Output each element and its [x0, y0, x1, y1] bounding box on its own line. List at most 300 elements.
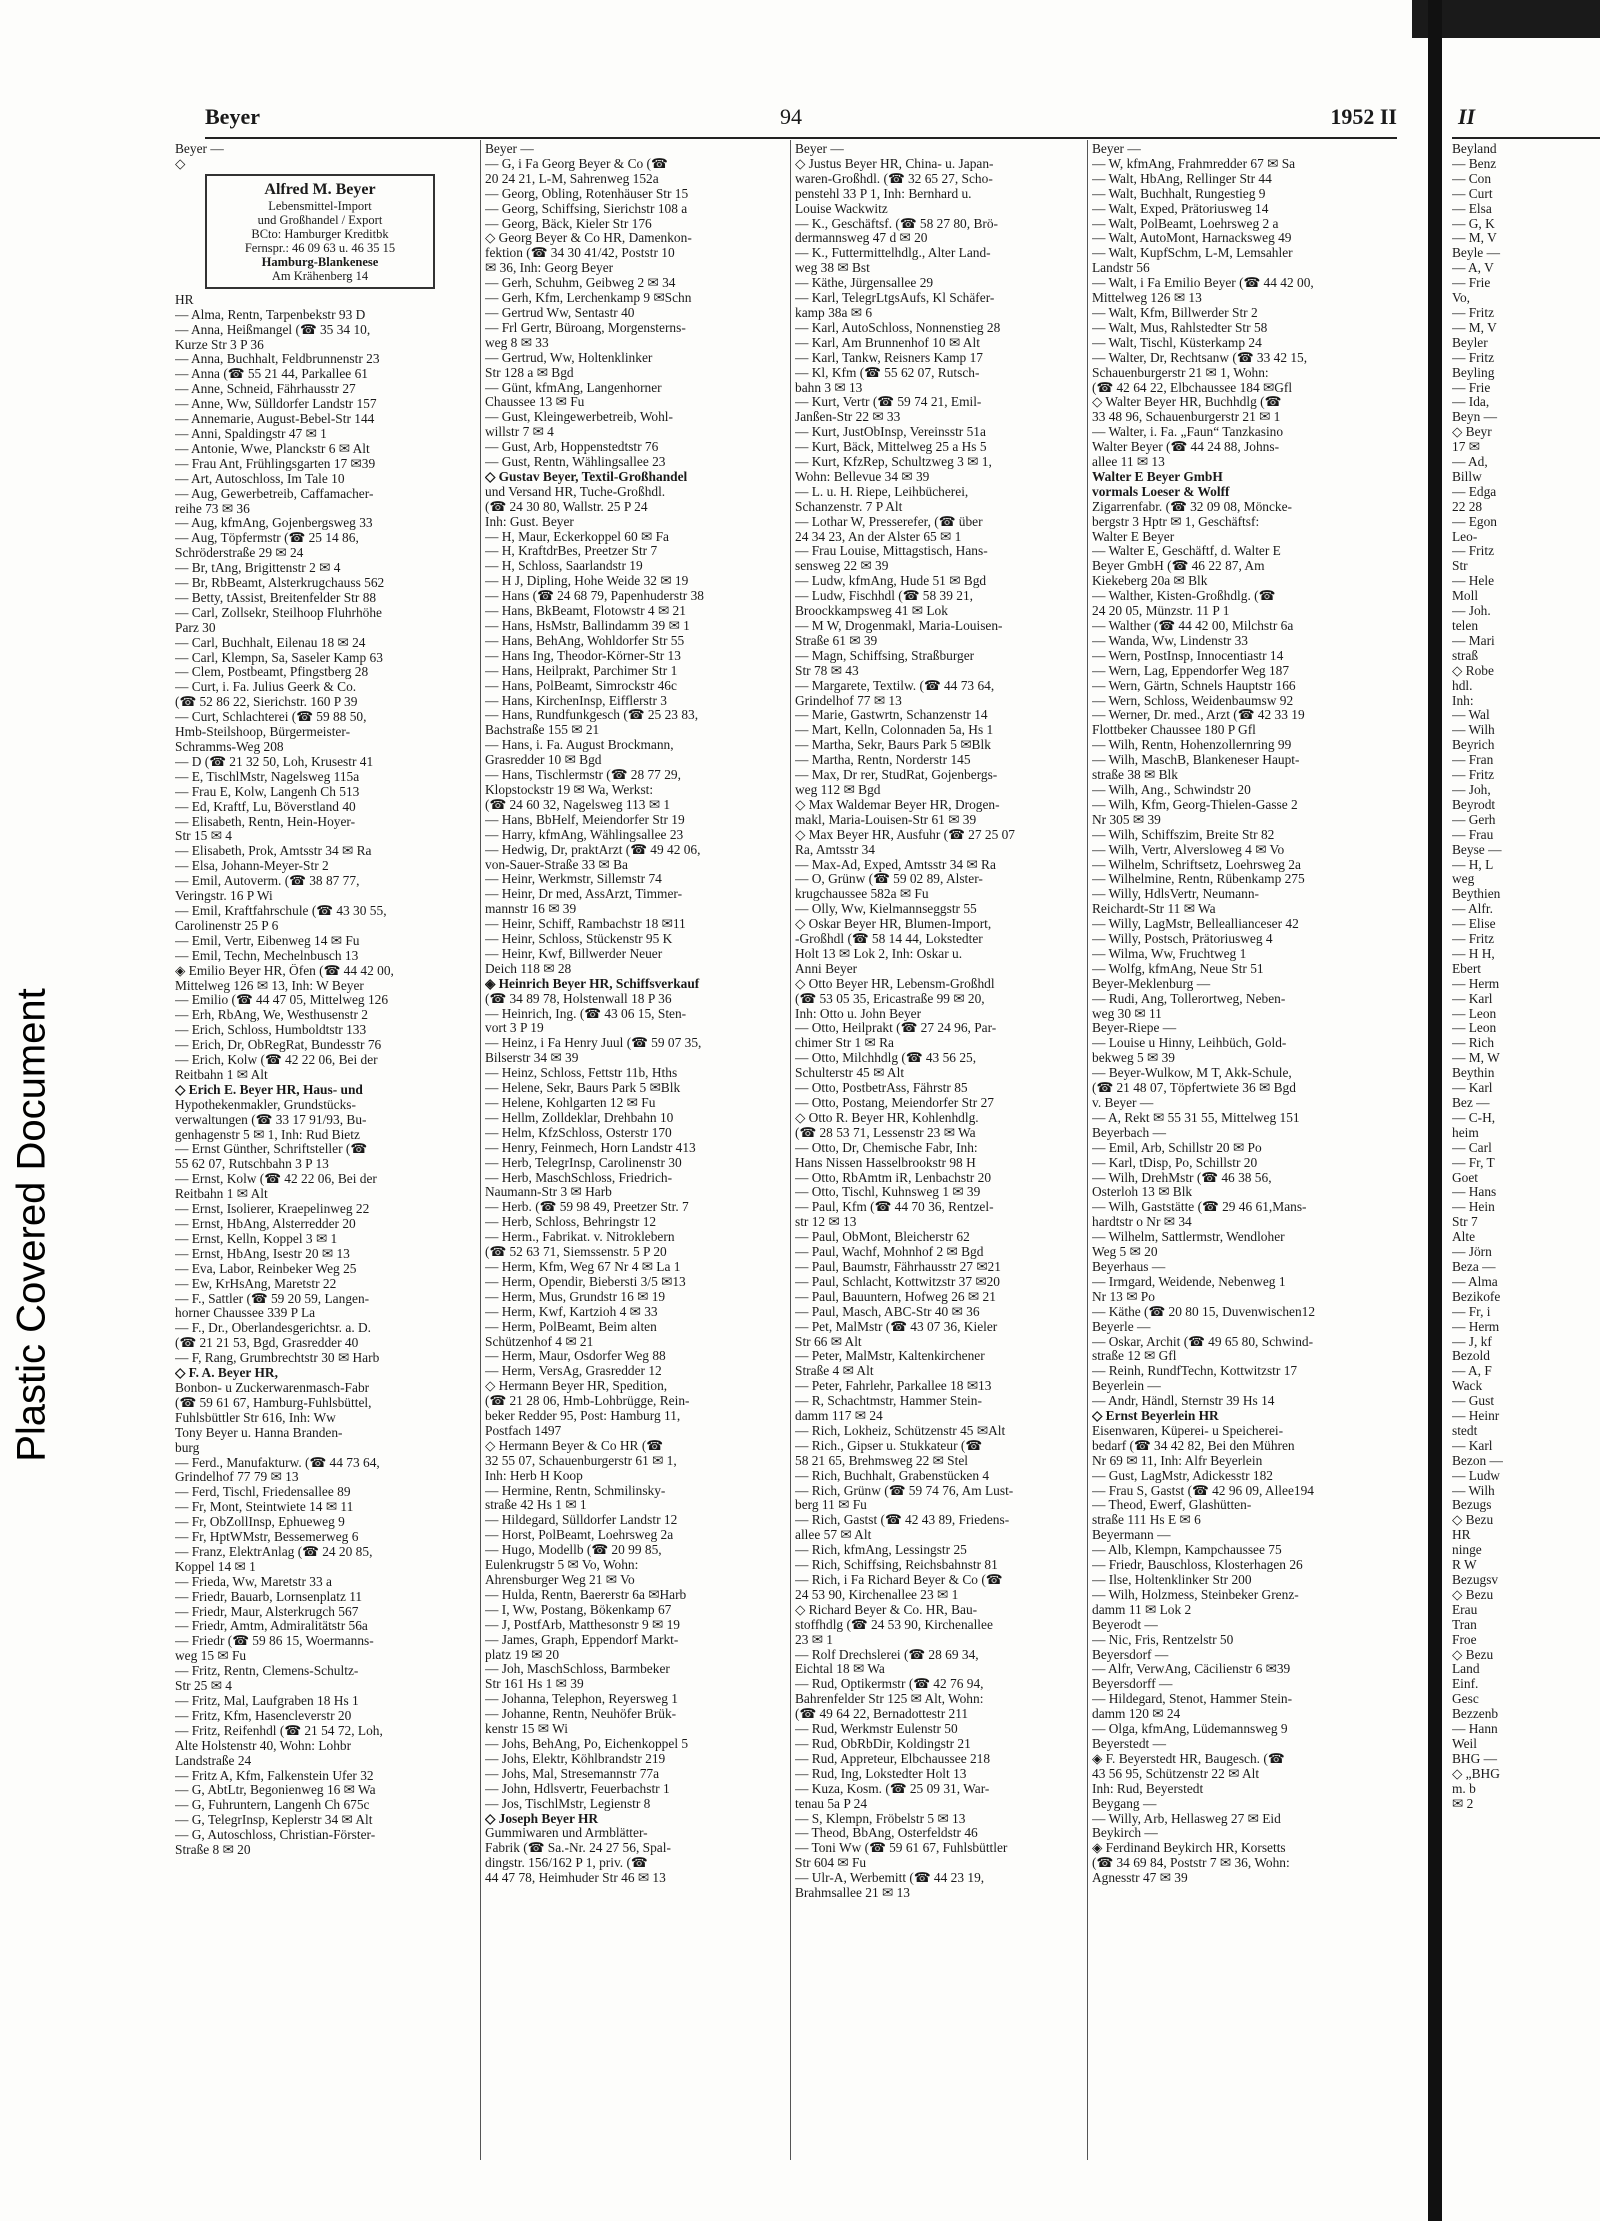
directory-entry: Beykirch —: [1092, 1826, 1158, 1841]
directory-entry: — Louise u Hinny, Leihbüch, Gold-: [1092, 1036, 1287, 1051]
directory-entry: — Johs, BehAng, Po, Eichenkoppel 5: [485, 1736, 689, 1751]
directory-entry: — Oskar, Archit (☎ 49 65 80, Schwind-: [1092, 1334, 1314, 1349]
directory-entry: — Walther (☎ 44 42 00, Milchstr 6a: [1092, 619, 1294, 633]
directory-entry: (☎ 21 28 06, Hmb-Lohbrügge, Rein-: [485, 1394, 690, 1409]
directory-entry: — Jörn: [1452, 1245, 1492, 1260]
directory-entry: — Kuza, Kosm. (☎ 25 09 31, War-: [795, 1781, 990, 1796]
directory-entry: — Hermine, Rentn, Schmilinsky-: [485, 1483, 666, 1498]
directory-entry: — Frau E, Kolw, Langenh Ch 513: [175, 784, 360, 799]
directory-entry: — G, Autoschloss, Christian-Förster-: [175, 1828, 376, 1843]
side-watermark-text: Plastic Covered Document: [9, 988, 54, 1462]
directory-entry: — Karl: [1452, 1438, 1493, 1453]
directory-entry: — Emil, Techn, Mechelnbusch 13: [175, 948, 359, 963]
directory-entry: — Walt, HbAng, Rellinger Str 44: [1092, 171, 1272, 186]
directory-entry: — Otto, PostbetrAss, Fährstr 85: [795, 1081, 968, 1096]
directory-entry: — H J, Dipling, Hohe Weide 32 ✉ 19: [485, 574, 689, 589]
directory-entry: — Walt, AutoMont, Harnacksweg 49: [1092, 231, 1292, 246]
directory-entry: — Otto, Dr, Chemische Fabr, Inh:: [795, 1140, 978, 1155]
directory-entry: — Eva, Labor, Reinbeker Weg 25: [175, 1261, 357, 1276]
directory-entry: ◇ Bezu: [1452, 1587, 1494, 1602]
directory-entry: str 12 ✉ 13: [795, 1215, 857, 1230]
ad-location: Hamburg-Blankenese: [261, 254, 379, 269]
directory-entry: Klopstockstr 19 ✉ Wa, Werkst:: [485, 782, 654, 797]
directory-entry: — Nic, Fris, Rentzelstr 50: [1092, 1632, 1234, 1647]
directory-entry: ◈ Ferdinand Beykirch HR, Korsetts: [1092, 1841, 1286, 1856]
directory-entry: Beyle —: [1452, 246, 1500, 261]
directory-entry: — Benz: [1452, 156, 1497, 171]
directory-entry: — Frau S, Gastst (☎ 42 96 09, Allee194: [1092, 1483, 1314, 1498]
directory-entry: — Peter, Fahrlehr, Parkallee 18 ✉13: [795, 1379, 992, 1394]
ad-line: Fernspr.: 46 09 63 u. 46 35 15: [244, 240, 396, 255]
directory-entry: — Wern, Schloss, Weidenbaumsw 92: [1092, 693, 1294, 708]
directory-entry: — Curt, i. Fa. Julius Geerk & Co.: [175, 680, 357, 695]
directory-entry: ◇ Otto Beyer HR, Lebensm-Großhdl: [795, 976, 995, 991]
directory-entry: — Hans, Heilprakt, Parchimer Str 1: [485, 663, 678, 678]
directory-entry: verwaltungen (☎ 33 17 91/93, Bu-: [175, 1112, 367, 1127]
directory-entry: Ahrensburger Weg 21 ✉ Vo: [485, 1573, 635, 1587]
directory-entry: Landstraße 24: [175, 1753, 252, 1768]
directory-entry: — Karl, AutoSchloss, Nonnenstieg 28: [795, 320, 1001, 335]
directory-entry: ◇ Oskar Beyer HR, Blumen-Import,: [795, 917, 992, 932]
directory-entry: — Anni, Spaldingstr 47 ✉ 1: [175, 426, 327, 441]
directory-entry: — Clem, Postbeamt, Pfingstberg 28: [175, 665, 369, 680]
directory-entry: — Hildegard, Sülldorfer Landstr 12: [485, 1513, 678, 1528]
directory-entry: — Fr, Mont, Steintwiete 14 ✉ 11: [175, 1500, 354, 1515]
directory-entry: — Karl: [1452, 1081, 1493, 1096]
directory-entry: — I, Ww, Postang, Bökenkamp 67: [485, 1602, 672, 1617]
directory-entry: sensweg 22 ✉ 39: [795, 559, 889, 574]
directory-entry: — A, Rekt ✉ 55 31 55, Mittelweg 151: [1092, 1110, 1300, 1125]
book-gutter: [1428, 0, 1442, 2221]
directory-entry: — Gust, Arb, Hoppenstedtstr 76: [485, 440, 659, 455]
directory-entry: Anni Beyer: [795, 961, 858, 976]
directory-entry: Froe: [1452, 1632, 1477, 1647]
directory-entry: Bez —: [1452, 1096, 1490, 1110]
directory-entry: Janßen-Str 22 ✉ 33: [795, 410, 901, 425]
directory-entry: Bahrenfelder Str 125 ✉ Alt, Wohn:: [795, 1692, 984, 1707]
directory-entry: — Curt: [1452, 186, 1493, 201]
directory-entry: burg: [175, 1440, 200, 1455]
directory-entry: ◇ Bezu: [1452, 1513, 1494, 1528]
directory-entry: (☎ 28 53 71, Lessenstr 23 ✉ Wa: [795, 1125, 976, 1140]
directory-entry: — M, W: [1452, 1051, 1500, 1066]
directory-entry: — Rudi, Ang, Tollerortweg, Neben-: [1092, 991, 1286, 1006]
directory-entry: (☎ 52 86 22, Sierichstr. 160 P 39: [175, 695, 358, 710]
directory-entry: — Elsa, Johann-Meyer-Str 2: [175, 859, 329, 874]
directory-entry: — Ferd, Tischl, Friedensallee 89: [175, 1485, 351, 1500]
directory-entry: — Heinr, Schiff, Rambachstr 18 ✉11: [485, 917, 686, 932]
directory-entry: Bezold: [1452, 1349, 1490, 1364]
directory-entry: ◇ Beyr: [1452, 425, 1492, 440]
directory-entry: — Wilh, Kfm, Georg-Thielen-Gasse 2: [1092, 797, 1298, 812]
directory-entry: — Paul, Bauuntern, Hofweg 26 ✉ 21: [795, 1289, 996, 1304]
directory-entry: Beyer —: [485, 142, 534, 156]
directory-entry: Hans Nissen Hasselbrookstr 98 H: [795, 1155, 976, 1170]
directory-entry: ◇ Erich E. Beyer HR, Haus- und: [175, 1082, 363, 1097]
directory-entry: — D (☎ 21 32 50, Loh, Krusestr 41: [175, 754, 374, 769]
directory-entry: Hmb-Steilshoop, Bürgermeister-: [175, 725, 351, 740]
directory-entry: — Gust: [1452, 1394, 1495, 1409]
directory-entry: BHG —: [1452, 1751, 1498, 1766]
directory-entry: ◈ Heinrich Beyer HR, Schiffsverkauf: [485, 976, 700, 991]
directory-entry: dermannsweg 47 d ✉ 20: [795, 231, 928, 246]
directory-entry: Eisenwaren, Küperei- u Speicherei-: [1092, 1423, 1284, 1438]
directory-entry: — Fran: [1452, 753, 1494, 768]
directory-entry: — Fritz, Mal, Laufgraben 18 Hs 1: [175, 1694, 359, 1708]
directory-entry: Reitbahn 1 ✉ Alt: [175, 1187, 268, 1202]
directory-entry: — Elisabeth, Prok, Amtsstr 34 ✉ Ra: [175, 844, 372, 859]
directory-entry: Inh: Gust. Beyer: [485, 514, 574, 529]
directory-entry: 55 62 07, Rutschbahn 3 P 13: [175, 1157, 329, 1172]
directory-entry: — Wilh: [1452, 1483, 1495, 1498]
directory-entry: Bonbon- u Zuckerwarenmasch-Fabr: [175, 1380, 370, 1395]
directory-entry: damm 120 ✉ 24: [1092, 1707, 1181, 1722]
directory-entry: — Elsa: [1452, 201, 1492, 216]
directory-entry: ◇ Gustav Beyer, Textil-Großhandel: [485, 469, 688, 484]
directory-entry: v. Beyer —: [1092, 1096, 1154, 1110]
directory-entry: — Johs, Mal, Stresemannstr 77a: [485, 1766, 660, 1781]
directory-entry: — A, V: [1452, 261, 1494, 276]
directory-entry: — Fritz: [1452, 768, 1495, 783]
directory-entry: — Frau Ant, Frühlingsgarten 17 ✉39: [175, 456, 376, 471]
directory-entry: Weil: [1452, 1736, 1477, 1751]
directory-entry: Inh: Rud, Beyerstedt: [1092, 1781, 1204, 1796]
directory-entry: — John, Hdlsvertr, Feuerbachstr 1: [485, 1781, 670, 1796]
directory-entry: — Hans, i. Fa. August Brockmann,: [485, 738, 674, 753]
directory-entry: — Martha, Sekr, Baurs Park 5 ✉Blk: [795, 738, 991, 753]
header-rule: [205, 137, 1397, 139]
directory-entry: weg 30 ✉ 11: [1092, 1006, 1162, 1021]
directory-entry: 22 28: [1452, 499, 1483, 514]
directory-entry: — Br, tAng, Brigittenstr 2 ✉ 4: [175, 561, 341, 576]
directory-entry: — Paul, Baumstr, Fährhausstr 27 ✉21: [795, 1259, 1001, 1274]
directory-entry: — Alfr.: [1452, 902, 1493, 917]
directory-entry: — Ernst, Isolierer, Kraepelinweg 22: [175, 1202, 370, 1217]
directory-entry: — Hans: [1452, 1185, 1497, 1200]
directory-entry: — Beyer-Wulkow, M T, Akk-Schule,: [1092, 1066, 1292, 1081]
directory-entry: Bezugsv: [1452, 1573, 1499, 1587]
directory-entry: — Anna (☎ 55 21 44, Parkallee 61: [175, 367, 368, 382]
directory-entry: — Leon: [1452, 1006, 1497, 1021]
directory-entry: Walter E Beyer: [1092, 529, 1175, 544]
directory-entry: — M, V: [1452, 320, 1497, 335]
directory-entry: Inh: Herb H Koop: [485, 1468, 583, 1483]
directory-entry: — Aug, kfmAng, Gojenbergsweg 33: [175, 516, 373, 531]
directory-entry: vort 3 P 19: [485, 1021, 544, 1036]
directory-entry: straße 38 ✉ Blk: [1092, 768, 1178, 783]
directory-entry: Billw: [1452, 469, 1482, 484]
directory-entry: Schauenburgerstr 21 ✉ 1, Wohn:: [1092, 365, 1269, 380]
directory-entry: 43 56 95, Schützenstr 22 ✉ Alt: [1092, 1766, 1260, 1781]
directory-entry: Beythien: [1452, 887, 1501, 902]
directory-entry: — Willy, HdlsVertr, Neumann-: [1092, 887, 1260, 902]
directory-entry: — Frieda, Ww, Maretstr 33 a: [175, 1574, 332, 1589]
directory-entry: (☎ 24 30 80, Wallstr. 25 P 24: [485, 499, 648, 514]
directory-entry: kamp 38a ✉ 6: [795, 305, 873, 320]
directory-entry: Grindelhof 77 79 ✉ 13: [175, 1470, 299, 1485]
directory-entry: (☎ 24 60 32, Nagelsweg 113 ✉ 1: [485, 797, 671, 812]
directory-entry: — Ernst, Kelln, Koppel 3 ✉ 1: [175, 1231, 338, 1246]
directory-entry: Veringstr. 16 P Wi: [175, 889, 273, 904]
directory-entry: — Hulda, Rentn, Baererstr 6a ✉Harb: [485, 1587, 687, 1602]
directory-entry: Gesc: [1452, 1692, 1479, 1707]
directory-entry: — R, Schachtmstr, Hammer Stein-: [795, 1394, 982, 1409]
directory-entry: 33 48 96, Schauenburgerstr 21 ✉ 1: [1092, 410, 1281, 425]
directory-entry: — Karl: [1452, 991, 1493, 1006]
directory-entry: 24 34 23, An der Alster 65 ✉ 1: [795, 529, 962, 544]
directory-entry: Kiekeberg 20a ✉ Blk: [1092, 574, 1208, 589]
directory-entry: — Hele: [1452, 574, 1495, 589]
directory-entry: Str 128 a ✉ Bgd: [485, 365, 574, 380]
directory-entry: Gummiwaren und Armblätter-: [485, 1826, 648, 1841]
directory-entry: — Fritz: [1452, 350, 1495, 365]
directory-entry: — Helene, Kohlgarten 12 ✉ Fu: [485, 1096, 656, 1110]
directory-entry: — Walt, Exped, Prätoriusweg 14: [1092, 201, 1269, 216]
directory-entry: — Carl, Zollsekr, Steilhoop Fluhrhöhe: [175, 605, 382, 620]
directory-entry: — Olly, Ww, Kielmannseggstr 55: [795, 902, 977, 917]
directory-entry: — Anne, Schneid, Fährhausstr 27: [175, 382, 356, 397]
directory-entry: — Wilh, Gaststätte (☎ 29 46 61,Mans-: [1092, 1200, 1307, 1215]
directory-entry: Ra, Amtsstr 34: [795, 842, 875, 857]
directory-entry: genhagenstr 5 ✉ 1, Inh: Rud Bietz: [175, 1127, 360, 1142]
directory-entry: Broockkampsweg 41 ✉ Lok: [795, 604, 948, 619]
directory-entry: — Friedr, Bauschloss, Klosterhagen 26: [1092, 1558, 1303, 1573]
directory-entry: — Wilh, Schiffszim, Breite Str 82: [1092, 827, 1275, 842]
directory-entry: — Ernst, HbAng, Isestr 20 ✉ 13: [175, 1246, 350, 1261]
directory-entry: ◇ Justus Beyer HR, China- u. Japan-: [795, 156, 994, 171]
directory-entry: Naumann-Str 3 ✉ Harb: [485, 1185, 612, 1200]
directory-entry: — Rich, kfmAng, Lessingstr 25: [795, 1543, 967, 1558]
directory-entry: stedt: [1452, 1423, 1478, 1438]
directory-entry: — Otto, Heilprakt (☎ 27 24 96, Par-: [795, 1021, 997, 1036]
directory-entry: — Walt, Tischl, Küsterkamp 24: [1092, 335, 1262, 350]
directory-entry: — Heinr, Dr med, AssArzt, Timmer-: [485, 887, 683, 902]
ad-line: und Großhandel / Export: [257, 212, 383, 227]
directory-entry: — Ilse, Holtenklinker Str 200: [1092, 1573, 1252, 1587]
directory-entry: Str 66 ✉ Alt: [795, 1334, 862, 1349]
directory-entry: ◇: [175, 156, 186, 171]
directory-entry: — Johs, Elektr, Köhlbrandstr 219: [485, 1751, 666, 1766]
directory-entry: Deich 118 ✉ 28: [485, 961, 572, 976]
directory-entry: — Edga: [1452, 484, 1497, 499]
directory-entry: — Gertrud Ww, Sentastr 40: [485, 305, 635, 320]
directory-entry: — Friedr, Bauarb, Lornsenplatz 11: [175, 1589, 363, 1604]
directory-entry: Schulterstr 45 ✉ Alt: [795, 1066, 905, 1081]
directory-entry: Straße 4 ✉ Alt: [795, 1364, 874, 1379]
directory-entry: — Johanne, Rentn, Neuhöfer Brük-: [485, 1707, 677, 1722]
directory-entry: — Kurt, Bäck, Mittelweg 25 a Hs 5: [795, 440, 987, 455]
directory-entry: — Margarete, Textilw. (☎ 44 73 64,: [795, 678, 995, 693]
directory-entry: Walter Beyer (☎ 44 24 88, Johns-: [1092, 440, 1280, 455]
directory-entry: ◇ „BHG: [1452, 1766, 1500, 1781]
directory-entry: — Fritz: [1452, 305, 1495, 320]
directory-entry: Holt 13 ✉ Lok 2, Inh: Oskar u.: [795, 946, 963, 961]
directory-entry: — Ludw: [1452, 1468, 1500, 1483]
directory-entry: Zigarrenfabr. (☎ 32 09 08, Möncke-: [1092, 499, 1292, 514]
directory-entry: chimer Str 1 ✉ Ra: [795, 1036, 894, 1051]
directory-entry: — Paul, Schlacht, Kottwitzstr 37 ✉20: [795, 1274, 1000, 1289]
directory-entry: bergstr 3 Hptr ✉ 1, Geschäftsf:: [1092, 514, 1260, 529]
directory-entry: Beyling: [1452, 365, 1495, 380]
directory-entry: damm 11 ✉ Lok 2: [1092, 1602, 1192, 1617]
ad-title: Alfred M. Beyer: [264, 180, 376, 198]
directory-entry: — Leon: [1452, 1021, 1497, 1036]
directory-entry: — Willy, Postsch, Prätoriusweg 4: [1092, 932, 1273, 947]
directory-entry: — Walt, i Fa Emilio Beyer (☎ 44 42 00,: [1092, 276, 1314, 291]
directory-entry: — F., Sattler (☎ 59 20 59, Langen-: [175, 1291, 370, 1306]
directory-entry: — Ferd., Manufakturw. (☎ 44 73 64,: [175, 1455, 380, 1470]
directory-entry: — Theod, BbAng, Osterfeldstr 46: [795, 1826, 978, 1841]
directory-entry: Louise Wackwitz: [795, 201, 888, 216]
directory-entry: — Lothar W, Presserefer, (☎ über: [795, 514, 983, 529]
directory-entry: — Rich, Gastst (☎ 42 43 89, Friedens-: [795, 1513, 1010, 1528]
directory-entry: weg 8 ✉ 33: [485, 335, 549, 350]
directory-entry: Landstr 56: [1092, 261, 1150, 276]
directory-entry: — Wilh: [1452, 723, 1495, 738]
directory-entry: Beythin: [1452, 1066, 1495, 1081]
directory-entry: dingstr. 156/162 P 1, priv. (☎: [485, 1856, 648, 1871]
directory-entry: Koppel 14 ✉ 1: [175, 1559, 256, 1574]
directory-entry: allee 11 ✉ 13: [1092, 455, 1165, 470]
directory-entry: — H, KraftdrBes, Preetzer Str 7: [485, 544, 658, 559]
directory-entry: — Aug, Gewerbetreib, Caffamacher-: [175, 486, 374, 501]
directory-entry: — Walter, Dr, Rechtsanw (☎ 33 42 15,: [1092, 350, 1308, 365]
directory-entry: — Walt, Mus, Rahlstedter Str 58: [1092, 320, 1268, 335]
directory-entry: — Wilh, Ang., Schwindstr 20: [1092, 782, 1251, 797]
directory-entry: ◇ Georg Beyer & Co HR, Damenkon-: [485, 231, 692, 246]
directory-entry: — Wilh, DrehMstr (☎ 46 38 56,: [1092, 1170, 1272, 1185]
directory-entry: — Martha, Rentn, Norderstr 145: [795, 753, 971, 768]
directory-entry: straß: [1452, 648, 1479, 663]
directory-entry: — Anne, Ww, Sülldorfer Landstr 157: [175, 397, 377, 412]
directory-entry: 58 21 65, Brehmsweg 22 ✉ Stel: [795, 1453, 969, 1468]
directory-entry: — Erich, Dr, ObRegRat, Bundesstr 76: [175, 1038, 382, 1053]
directory-entry: Parz 30: [175, 620, 216, 635]
directory-entry: — H, Schloss, Saarlandstr 19: [485, 559, 643, 574]
directory-entry: Vo,: [1452, 291, 1470, 306]
next-page-rule: [1452, 137, 1600, 139]
directory-entry: — Herb, Schloss, Behringstr 12: [485, 1215, 657, 1230]
directory-entry: — Ida,: [1452, 395, 1490, 410]
directory-entry: — Frl Gertr, Büroang, Morgensterns-: [485, 320, 686, 335]
directory-entry: — Wal: [1452, 708, 1490, 723]
directory-entry: mannstr 16 ✉ 39: [485, 902, 577, 917]
directory-entry: makl, Maria-Louisen-Str 61 ✉ 39: [795, 812, 977, 827]
directory-entry: — Georg, Bäck, Kieler Str 176: [485, 216, 652, 231]
directory-entry: Beyermann —: [1092, 1528, 1171, 1543]
directory-entry: Beygang —: [1092, 1796, 1157, 1811]
directory-entry: — W, kfmAng, Frahmredder 67 ✉ Sa: [1092, 156, 1296, 171]
directory-entry: — Heinr, Schloss, Stückenstr 95 K: [485, 932, 673, 947]
directory-entry: ◇ Otto R. Beyer HR, Kohlenhdlg.: [795, 1110, 979, 1125]
directory-entry: ◈ Emilio Beyer HR, Öfen (☎ 44 42 00,: [175, 963, 394, 978]
directory-entry: Agnesstr 47 ✉ 39: [1092, 1871, 1188, 1886]
directory-entry: straße 12 ✉ Gfl: [1092, 1349, 1177, 1364]
directory-entry: Beyer-Meklenburg —: [1092, 976, 1211, 991]
directory-entry: — F, Rang, Grumbrechtstr 30 ✉ Harb: [175, 1351, 380, 1366]
directory-entry: Einf.: [1452, 1677, 1479, 1692]
directory-entry: — Olga, kfmAng, Lüdemannsweg 9: [1092, 1722, 1288, 1737]
directory-entry: — Käthe, Jürgensallee 29: [795, 276, 934, 291]
directory-entry: Nr 305 ✉ 39: [1092, 812, 1161, 827]
directory-entry: — Emil, Arb, Schillstr 20 ✉ Po: [1092, 1140, 1262, 1155]
directory-entry: — Frau Louise, Mittagstisch, Hans-: [795, 544, 988, 559]
directory-entry: — Jos, TischlMstr, Legienstr 8: [485, 1796, 651, 1811]
directory-entry: — Otto, Milchhdlg (☎ 43 56 25,: [795, 1051, 977, 1066]
directory-entry: m. b: [1452, 1781, 1476, 1796]
directory-entry: — E, TischlMstr, Nagelsweg 115a: [175, 769, 360, 784]
directory-entry: Goet: [1452, 1170, 1479, 1185]
directory-entry: — Frie: [1452, 276, 1491, 291]
directory-entry: — Joh, MaschSchloss, Barmbeker: [485, 1662, 670, 1677]
directory-entry: — Hans (☎ 24 68 79, Papenhuderstr 38: [485, 589, 704, 604]
directory-entry: Erau: [1452, 1602, 1478, 1617]
directory-entry: Schützenhof 4 ✉ 21: [485, 1334, 594, 1349]
directory-entry: — Johanna, Telephon, Reyersweg 1: [485, 1692, 678, 1707]
directory-entry: — K., Futtermittelhdlg., Alter Land-: [795, 246, 991, 261]
next-page-column: [1452, 142, 1600, 1812]
directory-entry: — Erich, Kolw (☎ 42 22 06, Bei der: [175, 1053, 378, 1068]
directory-entry: — Ernst, HbAng, Alsterredder 20: [175, 1217, 356, 1231]
directory-entry: — Mari: [1452, 633, 1495, 648]
directory-entry: ◇ Hermann Beyer HR, Spedition,: [485, 1379, 668, 1394]
directory-entry: Mittelweg 126 ✉ 13, Inh: W Beyer: [175, 978, 364, 993]
directory-entry: — Erich, Schloss, Humboldtstr 133: [175, 1023, 367, 1038]
directory-entry: Flottbeker Chaussee 180 P Gfl: [1092, 723, 1256, 738]
directory-entry: — Walt, Buchhalt, Rungestieg 9: [1092, 186, 1266, 201]
directory-entry: Str 7: [1452, 1215, 1478, 1230]
directory-entry: Schramms-Weg 208: [175, 740, 284, 754]
directory-entry: — M, V: [1452, 231, 1497, 246]
directory-entry: (☎ 42 64 22, Elbchaussee 184 ✉Gfl: [1092, 380, 1293, 395]
directory-entry: Grasredder 10 ✉ Bgd: [485, 753, 602, 768]
directory-entry: — L. u. H. Riepe, Leihbücherei,: [795, 484, 969, 499]
directory-entry: — Frau: [1452, 827, 1494, 842]
directory-entry: Chaussee 13 ✉ Fu: [485, 395, 585, 410]
directory-entry: — Rud, ObRbDir, Koldingstr 21: [795, 1736, 971, 1751]
directory-entry: ◇ F. A. Beyer HR,: [175, 1366, 278, 1381]
directory-entry: — Herm: [1452, 976, 1500, 991]
directory-entry: — Herb, TelegrInsp, Carolinenstr 30: [485, 1155, 682, 1170]
directory-entry: beker Redder 95, Post: Hamburg 11,: [485, 1409, 681, 1424]
next-page-header: II: [1458, 104, 1476, 129]
directory-entry: Beyerbach —: [1092, 1125, 1166, 1140]
directory-entry: — Andr, Händl, Sternstr 39 Hs 14: [1092, 1394, 1275, 1409]
directory-entry: ◇ Bezu: [1452, 1647, 1494, 1662]
directory-entry: — Antonie, Wwe, Planckstr 6 ✉ Alt: [175, 441, 370, 456]
directory-entry: ✉ 36, Inh: Georg Beyer: [485, 261, 614, 276]
directory-entry: — Hans, KirchenInsp, Eifflerstr 3: [485, 693, 667, 708]
directory-entry: — J, PostfArb, Matthesonstr 9 ✉ 19: [485, 1617, 680, 1632]
directory-entry: — Herm, Maur, Osdorfer Weg 88: [485, 1349, 666, 1364]
directory-entry: — Mart, Kelln, Colonnaden 5a, Hs 1: [795, 723, 994, 738]
directory-entry: Alte Holstenstr 40, Wohn: Lohbr: [175, 1738, 352, 1753]
directory-entry: (☎ 21 21 53, Bgd, Grasredder 40: [175, 1336, 359, 1351]
directory-entry: — Hugo, Modellb (☎ 20 99 85,: [485, 1543, 662, 1558]
directory-entry: Mittelweg 126 ✉ 13: [1092, 291, 1202, 306]
directory-entry: — G, Fuhruntern, Langenh Ch 675c: [175, 1798, 370, 1813]
directory-entry: — Helm, KfzSchloss, Osterstr 170: [485, 1125, 672, 1140]
directory-entry: — G, TelegrInsp, Keplerstr 34 ✉ Alt: [175, 1813, 373, 1828]
directory-entry: (☎ 53 05 35, Ericastraße 99 ✉ 20,: [795, 991, 985, 1006]
directory-entry: — Marie, Gastwrtn, Schanzenstr 14: [795, 708, 988, 723]
directory-entry: — Wanda, Ww, Lindenstr 33: [1092, 633, 1248, 648]
directory-entry: — Ew, KrHsAng, Maretstr 22: [175, 1276, 337, 1291]
directory-entry: — Heinz, Schloss, Fettstr 11b, Hths: [485, 1066, 678, 1081]
directory-entry: krugchaussee 582a ✉ Fu: [795, 887, 929, 902]
directory-entry: — G, AbtLtr, Begonienweg 16 ✉ Wa: [175, 1783, 376, 1798]
directory-entry: Str 161 Hs 1 ✉ 39: [485, 1677, 584, 1692]
